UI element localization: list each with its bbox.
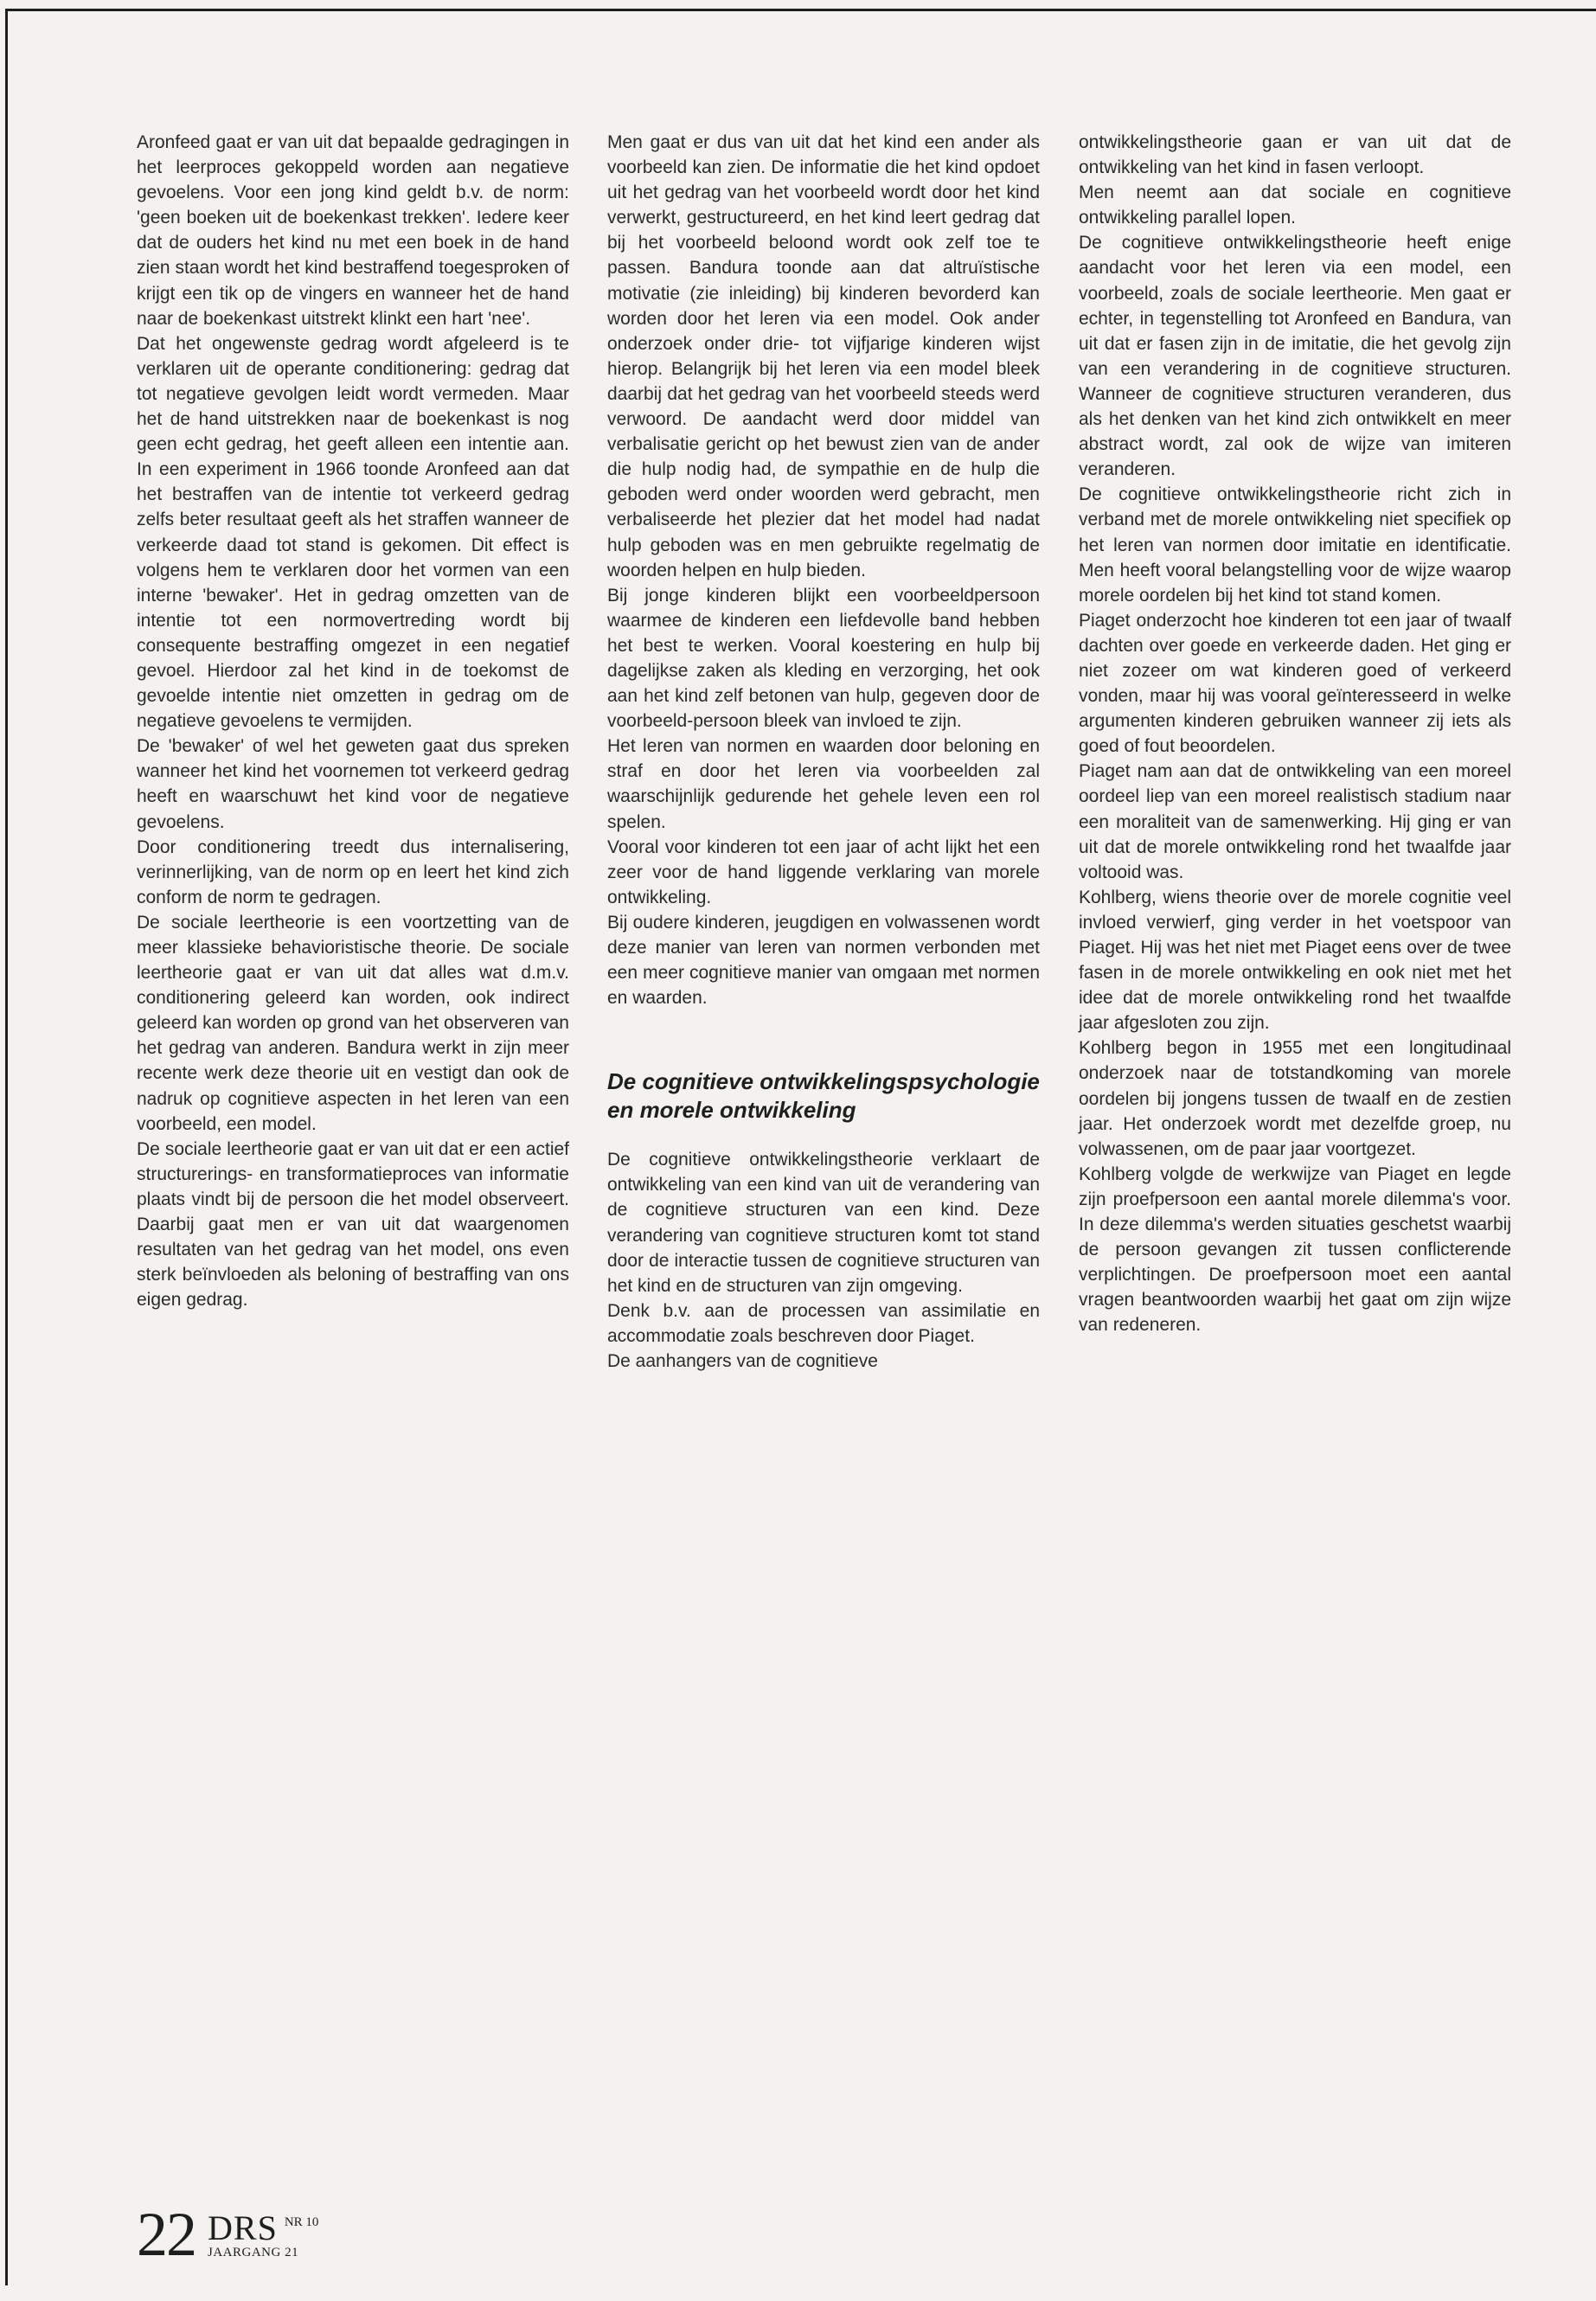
section-heading: De cognitieve ontwikkelingspsychologie en morele ontwikkeling <box>607 1068 1040 1124</box>
text-column-1 <box>137 130 569 1312</box>
paragraph: Kohlberg, wiens theorie over de morele cognitie veel invloed verwierf, ging verder in het voetspoor van Piaget. Hij was het niet met Piaget eens over de twee fasen in de morele ontwikkeling en ook niet met het idee dat de morele ontwikkeling rond het twaalfde jaar afgesloten zou zijn. <box>1079 887 1511 1034</box>
paragraph: De cognitieve ontwikkelingstheorie verklaart de ontwikkeling van een kind van uit de verandering van de cognitieve structuren van een kind. Deze verandering van cognitieve structuren komt tot stand door de interactie tussen de cognitieve structuren van het kind en de structuren van zijn omgeving. <box>607 1150 1040 1296</box>
paragraph: De sociale leertheorie gaat er van uit dat er een actief structurerings- en transformatieproces van informatie plaats vindt bij de persoon die het model observeert. Daarbij gaat men er van uit dat waargenomen resultaten van het gedrag van het model, ons even sterk beïnvloeden als beloning of bestraffing van ons eigen gedrag. <box>137 1138 569 1311</box>
magazine-masthead <box>208 2208 319 2261</box>
paragraph: Denk b.v. aan de processen van assimilatie en accommodatie zoals beschreven door Piaget. <box>607 1300 1040 1346</box>
paragraph: Kohlberg begon in 1955 met een longitudinaal onderzoek naar de totstandkoming van morele oordelen bij jongens tussen de twaalf en de zestien jaar. Het onderzoek wordt met dezelfde groep, nu volwassenen, om de paar jaar voortgezet. <box>1079 1038 1511 1159</box>
text-column-3 <box>1079 130 1511 1338</box>
paragraph: De sociale leertheorie is een voortzetting van de meer klassieke behavioristische theorie. De sociale leertheorie gaat er van uit dat alles wat d.m.v. conditionering geleerd kan worden, ook indirect geleerd kan worden op grond van het observeren van het gedrag van anderen. Bandura werkt in zijn meer recente werk deze theorie uit en vestigt dan ook de nadruk op cognitieve aspecten in het leren van een voorbeeld, een model. <box>137 912 569 1134</box>
paragraph: Piaget onderzocht hoe kinderen tot een jaar of twaalf dachten over goede en verkeerde daden. Het ging er niet zozeer om wat kinderen goed of verkeerd vonden, maar hij was vooral geïnteresseerd in welke argumenten kinderen gebruiken wanneer zij iets als goed of fout beoordelen. <box>1079 610 1511 757</box>
top-border-rule <box>7 9 1596 11</box>
left-border-rule <box>5 9 8 2285</box>
paragraph: Bij oudere kinderen, jeugdigen en volwassenen wordt deze manier van leren van normen verbonden met een meer cognitieve manier van omgaan met normen en waarden. <box>607 912 1040 1009</box>
paragraph: De cognitieve ontwikkelingstheorie richt zich in verband met de morele ontwikkeling niet specifiek op het leren van normen door imitatie en identificatie. Men heeft vooral belangstelling voor de wijze waarop morele oordelen bij het kind tot stand komen. <box>1079 484 1511 606</box>
paragraph: Door conditionering treedt dus internalisering, verinnerlijking, van de norm op en leert het kind zich conform de norm te gedragen. <box>137 836 569 907</box>
volume-label: JAARGANG 21 <box>208 2246 299 2259</box>
page-footer <box>137 2200 319 2269</box>
paragraph: Bij jonge kinderen blijkt een voorbeeldpersoon waarmee de kinderen een liefdevolle band hebben het best te werken. Vooral koestering en hulp bij dagelijkse zaken als kleding en verzorging, het ook aan het kind zelf betonen van hulp, gegeven door de voorbeeld-persoon bleek van invloed te zijn. <box>607 585 1040 732</box>
issue-number: NR 10 <box>284 2215 319 2229</box>
paragraph: Aronfeed gaat er van uit dat bepaalde gedragingen in het leerproces gekoppeld worden aan negatieve gevoelens. Voor een jong kind geldt b.v. de norm: 'geen boeken uit de boekenkast trekken'. Iedere keer dat de ouders het kind nu met een boek in de hand zien staan wordt het kind bestraffend toegesproken of krijgt een tik op de vingers en wanneer het de hand naar de boekenkast uitstrekt klinkt een hart 'nee'. <box>137 132 569 329</box>
paragraph: De aanhangers van de cognitieve <box>607 1351 878 1372</box>
paragraph: ontwikkelingstheorie gaan er van uit dat de ontwikkeling van het kind in fasen verloopt. <box>1079 132 1511 178</box>
text-column-2 <box>607 130 1040 1374</box>
paragraph: De cognitieve ontwikkelingstheorie heeft enige aandacht voor het leren via een model, een voorbeeld, zoals de sociale leertheorie. Men gaat er echter, in tegenstelling tot Aronfeed en Bandura, van uit dat er fasen zijn in de imitatie, die het gevolg zijn van een verandering in de cognitieve structuren. Wanneer de cognitieve structuren veranderen, dus als het denken van het kind zich ontwikkelt en meer abstract wordt, zal ook de wijze van imiteren veranderen. <box>1079 233 1511 480</box>
paragraph: Dat het ongewenste gedrag wordt afgeleerd is te verklaren uit de operante conditionering: gedrag dat tot negatieve gevolgen leidt wordt vermeden. Maar het de hand uitstrekken naar de boekenkast is nog geen echt gedrag, het geeft alleen een intentie aan. In een experiment in 1966 toonde Aronfeed aan dat het bestraffen van de intentie tot verkeerd gedrag zelfs beter resultaat geeft als het straffen wanneer de verkeerde daad tot stand is gekomen. Dit effect is volgens hem te verklaren door het vormen van een interne 'bewaker'. Het in gedrag omzetten van de intentie tot een normovertreding wordt bij consequente bestraffing omgezet in een negatief gevoel. Hierdoor zal het kind in de toekomst de gevoelde intentie niet omzetten in gedrag om de negatieve gevoelens te vermijden. <box>137 333 569 732</box>
paragraph: Vooral voor kinderen tot een jaar of acht lijkt het een zeer voor de hand liggende verklaring van morele ontwikkeling. <box>607 836 1040 907</box>
paragraph: Het leren van normen en waarden door beloning en straf en door het leren via voorbeelden zal waarschijnlijk gedurende het gehele leven een rol spelen. <box>607 736 1040 832</box>
magazine-name: DRS <box>208 2208 278 2247</box>
paragraph: Men gaat er dus van uit dat het kind een ander als voorbeeld kan zien. De informatie die het kind opdoet uit het gedrag van het voorbeeld wordt door het kind verwerkt, gestructureerd, en het kind leert gedrag dat bij het voorbeeld beloond wordt ook zelf toe te passen. Bandura toonde aan dat altruïstische motivatie (zie inleiding) bij kinderen bevorderd kan worden door het leren via een model. Ook ander onderzoek onder drie- tot vijfjarige kinderen wijst hierop. Belangrijk bij het leren via een model bleek daarbij dat het gedrag van het voorbeeld steeds werd verwoord. De aandacht werd door middel van verbalisatie gericht op het bewust zien van de ander die hulp nodig had, de sympathie en de hulp die geboden werd onder woorden werd gebracht, men verbaliseerde het plezier dat het model had nadat hulp geboden was en men gebruikte regelmatig de woorden helpen en hulp bieden. <box>607 132 1040 580</box>
paragraph: Piaget nam aan dat de ontwikkeling van een moreel oordeel liep van een moreel realistisch stadium naar een moraliteit van de samenwerking. Hij ging er van uit dat de morele ontwikkeling rond het twaalfde jaar voltooid was. <box>1079 761 1511 882</box>
paragraph: Kohlberg volgde de werkwijze van Piaget en legde zijn proefpersoon een aantal morele dilemma's voor. In deze dilemma's werden situaties geschetst waarbij de persoon gevangen zit tussen conflicterende verplichtingen. De proefpersoon moet een aantal vragen beantwoorden waarbij het gaat om zijn wijze van redeneren. <box>1079 1163 1511 1336</box>
paragraph: De 'bewaker' of wel het geweten gaat dus spreken wanneer het kind het voornemen tot verkeerd gedrag heeft en waarschuwt het kind voor de negatieve gevoelens. <box>137 736 569 832</box>
paragraph: Men neemt aan dat sociale en cognitieve ontwikkeling parallel lopen. <box>1079 183 1511 228</box>
page-number: 22 <box>137 2200 195 2269</box>
